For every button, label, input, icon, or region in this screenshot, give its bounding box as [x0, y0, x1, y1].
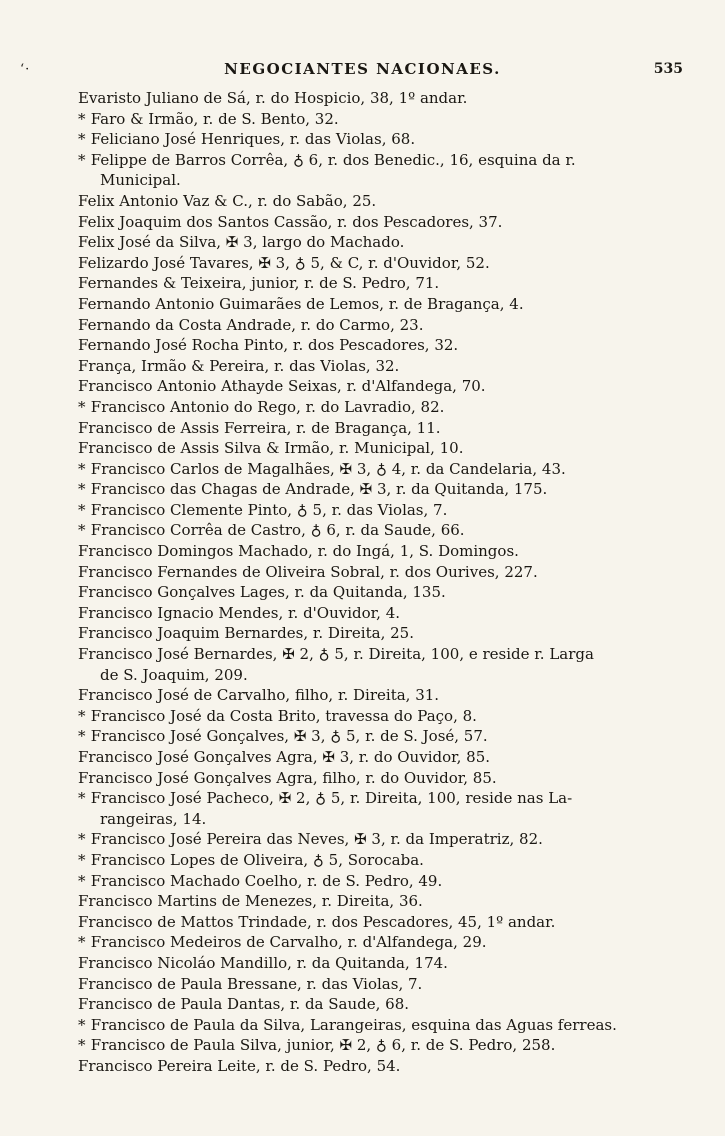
asterisk-mark: *: [78, 727, 86, 746]
entry-text: Francisco José da Costa Brito, travessa do Paço, 8.: [90, 706, 477, 725]
entry-text: Francisco José Gonçalves, ✠ 3, ♁ 5, r. de S. José, 57.: [90, 727, 488, 746]
directory-entry: [78, 253, 678, 274]
entry-text: Francisco de Paula Dantas, r. da Saude, 68.: [78, 995, 410, 1014]
entry-text: Francisco Medeiros de Carvalho, r. d'Alfandega, 29.: [90, 933, 487, 952]
entry-text: Felizardo José Tavares, ✠ 3, ♁ 5, & C, r. d'Ouvidor, 52.: [78, 253, 490, 272]
directory-entry: [78, 397, 678, 418]
entry-text: Felix José da Silva, ✠ 3, largo do Machado.: [78, 233, 405, 252]
directory-entry: [78, 994, 678, 1015]
asterisk-mark: *: [78, 500, 86, 519]
entry-text: Fernando José Rocha Pinto, r. dos Pescadores, 32.: [78, 336, 459, 355]
asterisk-mark: *: [78, 933, 86, 952]
directory-entry: [78, 871, 678, 892]
directory-entry: [78, 1035, 678, 1056]
directory-entry: [78, 479, 678, 500]
directory-entry: [78, 768, 678, 789]
directory-entry: [78, 232, 678, 253]
entry-text: Faro & Irmão, r. de S. Bento, 32.: [90, 109, 339, 128]
directory-entry: [78, 891, 678, 912]
asterisk-mark: *: [78, 1015, 86, 1034]
directory-entry: [78, 541, 678, 562]
directory-entry: [78, 932, 678, 953]
asterisk-mark: *: [78, 871, 86, 890]
directory-entry: [78, 376, 678, 397]
entry-text: Francisco de Assis Ferreira, r. de Bragança, 11.: [78, 418, 441, 437]
directory-entry: [78, 315, 678, 336]
directory-entry: [78, 603, 678, 624]
entry-text: Francisco José Pacheco, ✠ 2, ♁ 5, r. Direita, 100, reside nas La-: [90, 789, 573, 808]
directory-entry: [78, 459, 678, 480]
directory-entry: [78, 747, 678, 768]
directory-entry: [78, 520, 678, 541]
asterisk-mark: *: [78, 706, 86, 725]
entry-text: Fernando Antonio Guimarães de Lemos, r. de Bragança, 4.: [78, 294, 524, 313]
directory-entry: [78, 273, 678, 294]
directory-entry: [78, 953, 678, 974]
asterisk-mark: *: [78, 130, 86, 149]
entry-text: Francisco José Gonçalves Agra, ✠ 3, r. do Ouvidor, 85.: [78, 748, 491, 766]
entry-text: Francisco de Assis Silva & Irmão, r. Municipal, 10.: [78, 439, 464, 458]
entry-continuation: Municipal.: [100, 171, 181, 190]
entry-text: Francisco Clemente Pinto, ♁ 5, r. das Violas, 7.: [90, 500, 448, 519]
entry-text: Francisco José de Carvalho, filho, r. Direita, 31.: [78, 686, 440, 705]
entry-text: Francisco Carlos de Magalhães, ✠ 3, ♁ 4, r. da Candelaria, 43.: [90, 459, 566, 478]
entry-text: Francisco Corrêa de Castro, ♁ 6, r. da Saude, 66.: [90, 521, 465, 540]
entry-text: Francisco Gonçalves Lages, r. da Quitanda, 135.: [78, 583, 446, 602]
asterisk-mark: *: [78, 397, 86, 416]
entry-text: Francisco de Mattos Trindade, r. dos Pescadores, 45, 1º andar.: [78, 912, 556, 931]
directory-entry: [78, 706, 678, 727]
entry-text: França, Irmão & Pereira, r. das Violas, 32.: [78, 356, 400, 375]
entry-text: Francisco Lopes de Oliveira, ♁ 5, Sorocaba.: [90, 850, 424, 869]
entry-text: Evaristo Juliano de Sá, r. do Hospicio, 38, 1º andar.: [78, 89, 468, 107]
entry-text: Fernandes & Teixeira, junior, r. de S. Pedro, 71.: [78, 274, 440, 293]
asterisk-mark: *: [78, 109, 86, 128]
directory-entry: [78, 685, 678, 706]
directory-entry: [78, 850, 678, 871]
entry-text: Francisco José Gonçalves Agra, filho, r. do Ouvidor, 85.: [78, 768, 497, 787]
entry-text: Francisco Antonio Athayde Seixas, r. d'Alfandega, 70.: [78, 377, 486, 396]
entry-text: Francisco das Chagas de Andrade, ✠ 3, r. da Quitanda, 175.: [90, 480, 548, 499]
directory-entry: [78, 974, 678, 995]
entry-text: Feliciano José Henriques, r. das Violas, 68.: [90, 130, 416, 149]
entry-text: Francisco Machado Coelho, r. de S. Pedro, 49.: [90, 871, 443, 890]
directory-entry: [78, 582, 678, 603]
directory-entry: [78, 294, 678, 315]
directory-entry: [78, 418, 678, 439]
entry-text: Francisco Martins de Menezes, r. Direita, 36.: [78, 892, 423, 911]
page-number: 535: [653, 61, 683, 77]
directory-entry: [78, 1015, 678, 1036]
entry-text: Francisco Joaquim Bernardes, r. Direita, 25.: [78, 624, 414, 643]
entry-text: Francisco José Pereira das Neves, ✠ 3, r. da Imperatriz, 82.: [90, 830, 543, 849]
asterisk-mark: *: [78, 789, 86, 808]
running-title: NEGOCIANTES NACIONAES.: [224, 60, 501, 78]
entry-text: Felix Joaquim dos Santos Cassão, r. dos Pescadores, 37.: [78, 212, 503, 231]
directory-entry: [78, 788, 678, 809]
directory-entry: [78, 1056, 678, 1077]
entry-text: Francisco Domingos Machado, r. do Ingá, 1, S. Domingos.: [78, 542, 519, 561]
entry-text: Francisco Fernandes de Oliveira Sobral, r. dos Ourives, 227.: [78, 562, 538, 581]
directory-entry: [78, 726, 678, 747]
directory-entry: [78, 623, 678, 644]
directory-entry: [78, 829, 678, 850]
entry-text: Felix Antonio Vaz & C., r. do Sabão, 25.: [78, 191, 377, 210]
entry-text: Francisco de Paula da Silva, Larangeiras, esquina das Aguas ferreas.: [90, 1015, 617, 1034]
entry-text: Francisco Antonio do Rego, r. do Lavradio, 82.: [90, 397, 445, 416]
directory-entry: [78, 191, 678, 212]
directory-entry: [78, 88, 678, 109]
merchant-directory-list: [78, 88, 678, 1077]
directory-entry: [78, 129, 678, 150]
entry-continuation: rangeiras, 14.: [100, 809, 207, 828]
directory-entry: [78, 438, 678, 459]
entry-text: Francisco Pereira Leite, r. de S. Pedro, 54.: [78, 1056, 401, 1075]
margin-marks: ‘·: [20, 62, 31, 77]
asterisk-mark: *: [78, 1036, 86, 1055]
entry-continuation: de S. Joaquim, 209.: [100, 665, 248, 684]
asterisk-mark: *: [78, 459, 86, 478]
directory-entry: [78, 562, 678, 583]
entry-text: Francisco Nicoláo Mandillo, r. da Quitanda, 174.: [78, 953, 448, 972]
asterisk-mark: *: [78, 480, 86, 499]
entry-text: Francisco de Paula Bressane, r. das Violas, 7.: [78, 974, 423, 993]
directory-entry: [78, 212, 678, 233]
asterisk-mark: *: [78, 150, 86, 169]
entry-text: Francisco de Paula Silva, junior, ✠ 2, ♁ 6, r. de S. Pedro, 258.: [90, 1036, 556, 1055]
directory-entry: [78, 335, 678, 356]
asterisk-mark: *: [78, 521, 86, 540]
entry-text: Francisco José Bernardes, ✠ 2, ♁ 5, r. Direita, 100, e reside r. Larga: [78, 645, 594, 664]
entry-text: Fernando da Costa Andrade, r. do Carmo, 23.: [78, 315, 424, 334]
directory-entry: [78, 150, 678, 171]
asterisk-mark: *: [78, 830, 86, 849]
directory-entry: [78, 500, 678, 521]
directory-entry: [78, 644, 678, 665]
directory-entry: [78, 109, 678, 130]
page-header: [0, 58, 725, 84]
directory-entry: [78, 912, 678, 933]
entry-text: Francisco Ignacio Mendes, r. d'Ouvidor, 4.: [78, 603, 401, 622]
entry-text: Felippe de Barros Corrêa, ♁ 6, r. dos Benedic., 16, esquina da r.: [90, 150, 576, 169]
directory-entry: [78, 356, 678, 377]
asterisk-mark: *: [78, 850, 86, 869]
